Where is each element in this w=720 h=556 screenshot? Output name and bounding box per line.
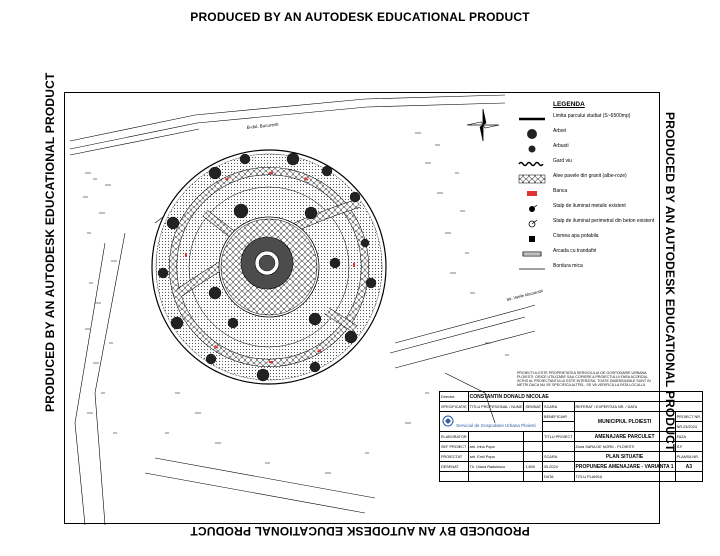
proiectat-name: arh. Emil Popa	[468, 452, 524, 462]
director-name: CONSTANTIN DONALD NICOLAE	[468, 392, 702, 402]
legend-label: Stalp de iluminat metalic existent	[553, 203, 626, 210]
company-logo-icon	[441, 415, 455, 428]
lamp-concrete-icon	[517, 218, 547, 230]
proiectat-label: PROIECTAT	[440, 452, 469, 462]
beneficiary-name: MUNICIPIUL PLOIESTI	[574, 412, 675, 432]
tree-icon	[517, 128, 547, 140]
fountain-icon	[517, 233, 547, 245]
project-location: Zona SARA DE NORD - PLOIESTI	[574, 442, 675, 452]
title-label: TITLU PROIECT	[543, 432, 574, 442]
company-name: Serviciul de Gospodarie Urbana Ploiesti	[456, 423, 536, 428]
legend-label: Gard viu	[553, 158, 572, 165]
legend-item	[517, 218, 657, 233]
scale-value: 1:500	[524, 462, 543, 472]
legend	[517, 101, 657, 278]
sheet-no: A3	[675, 462, 702, 472]
desenat-name: Th. Diana Radulescu	[468, 462, 524, 472]
watermark-bottom: PRODUCED BY AN AUTODESK EDUCATIONAL PRODUCT	[190, 524, 530, 538]
park-plan	[152, 150, 386, 384]
header-scara: SCARA	[543, 402, 574, 412]
beneficiary-label: BENEFICIAR	[543, 412, 574, 422]
hedge-icon	[517, 158, 547, 170]
sef-proiect-name: arh. Irina Popa	[468, 442, 524, 452]
legend-item	[517, 248, 657, 263]
watermark-right: PRODUCED BY AN AUTODESK EDUCATIONAL PRODUCT	[663, 112, 677, 452]
lamp-metal-icon	[517, 203, 547, 215]
legend-label: Arcada cu trandafiri	[553, 248, 597, 255]
legend-item	[517, 188, 657, 203]
company-logo-cell	[440, 412, 543, 432]
date-value: 05.2024	[543, 462, 574, 472]
header-referat: REFERAT / EXPERTIZA NR. / DATA	[574, 402, 702, 412]
legend-label: Limita parcului studiat (S~6500mp)	[553, 113, 631, 120]
sheet-title: PLAN SITUATIE	[574, 452, 675, 462]
title-block	[439, 391, 701, 523]
legend-label: Stalp de iluminat perimetral din beton existent	[553, 218, 655, 225]
arcade-icon	[517, 248, 547, 260]
north-arrow-icon	[467, 109, 499, 141]
street-label-top: B-dul. Bucuresti	[246, 121, 279, 130]
date-label: DATA	[543, 472, 574, 482]
legend-item	[517, 128, 657, 143]
header-specificatie: SPECIFICATIE	[440, 402, 469, 412]
legend-label: Arbusti	[553, 143, 569, 150]
legend-label: Arbori	[553, 128, 567, 135]
legend-item	[517, 143, 657, 158]
sheet-subtitle: PROPUNERE AMENAJARE - VARIANTA 1	[575, 463, 674, 470]
drawing-notes: PROIECTUL ESTE PROPRIETATEA SERVICIULUI DE GOSPODARIE URBANA PLOIESTI. ORICE UTILIZARE SAU COPIERE A PROIECTULUI FARA ACORDUL SCRIS AL PROIECTANTULUI ESTE INTERZISA. TOATE DIMENSIUNILE SUNT IN METRI DACA NU SE SPECIFICA ALTFEL. SE VA VERIFICA LA FATA LOCULUI.	[517, 371, 651, 388]
bench-icon	[517, 188, 547, 200]
watermark-top: PRODUCED BY AN AUTODESK EDUCATIONAL PRODUCT	[190, 10, 530, 24]
scale-label: SCARA	[543, 452, 574, 462]
street-label-right: Str. Vasile Alecsandri	[506, 288, 544, 302]
elaborated-label: ELABORATOR	[440, 432, 469, 442]
sheet-no-label: PLANSA NR.	[675, 452, 702, 462]
legend-item	[517, 203, 657, 218]
legend-label: Banca	[553, 188, 568, 195]
legend-label: Cismea apa potabila	[553, 233, 599, 240]
legend-item	[517, 233, 657, 248]
project-no-label: PROIECT NR.	[675, 412, 702, 422]
legend-label: Alee pavele din granit (albe-roze)	[553, 173, 627, 180]
project-no: NR.23/2024	[675, 422, 702, 432]
project-title: AMENAJARE PARCULET	[574, 432, 675, 442]
director-label: Director:	[440, 392, 469, 402]
sef-proiect-label: SEF PROIECT	[440, 442, 469, 452]
desenat-label: DESENAT	[440, 462, 469, 472]
curb-line-icon	[517, 263, 547, 275]
legend-label: Bordura mica	[553, 263, 583, 270]
legend-item	[517, 263, 657, 278]
phase-value: S.F.	[675, 442, 702, 452]
header-semnat: SEMNAT	[524, 402, 543, 412]
header-titlu: TITLU PROFESIONAL / NUME	[468, 402, 524, 412]
legend-item	[517, 173, 657, 188]
watermark-left: PRODUCED BY AN AUTODESK EDUCATIONAL PRODUCT	[43, 72, 57, 412]
sheet-title-label: TITLU PLANSA	[574, 472, 675, 482]
legend-title: LEGENDA	[553, 101, 585, 108]
paving-icon	[517, 173, 547, 185]
boundary-line-icon	[517, 113, 547, 125]
shrub-icon	[517, 143, 547, 155]
legend-item	[517, 113, 657, 128]
legend-item	[517, 158, 657, 173]
phase-label: FAZA	[675, 432, 702, 442]
